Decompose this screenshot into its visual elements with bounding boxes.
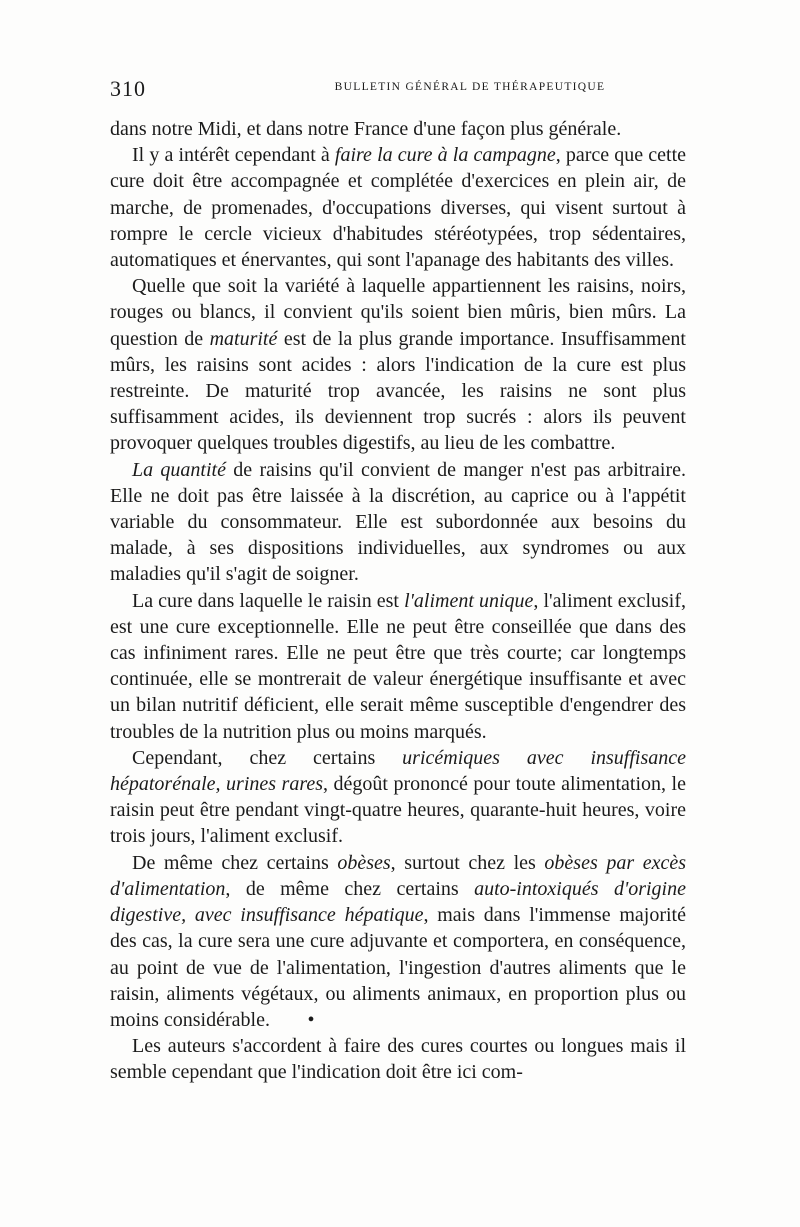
paragraph [110, 457, 686, 588]
emphasized-text: auto-intoxiqués d'origine digestive, avec insuffisance hépatique [110, 877, 686, 927]
paragraph [110, 588, 686, 745]
text-run: Les auteurs s'accordent à faire des cures courtes ou longues mais il semble cependant que l'indication doit être ici com- [110, 1035, 686, 1084]
emphasized-text: faire la cure à la campagne [334, 144, 556, 167]
text-run: Il y a intérêt cependant à [132, 144, 335, 167]
text-run: de raisins qu'il convient de manger n'est pas arbitraire. Elle ne doit pas être laissée à la discrétion, au caprice ou à l'appétit variable du consommateur. Elle est subordonnée aux besoins du malade, à ses dispositions individuelles, aux syndromes ou aux maladies qu'il s'agit de soigner. [110, 458, 686, 586]
paragraph [110, 116, 686, 142]
paragraph [110, 745, 686, 850]
text-run: La cure dans laquelle le raisin est [132, 589, 405, 612]
paragraph [110, 1033, 686, 1085]
text-run: , surtout chez les [390, 851, 545, 874]
text-run: , de même chez certains [225, 877, 475, 900]
body-text [110, 116, 686, 1086]
text-run: , l'aliment exclusif, est une cure exceptionnelle. Elle ne peut être conseillée que dans des cas infiniment rares. Elle ne peut être que très courte; car longtemps continuée, elle se montrerait de valeur énergétique insuffisante et avec un bilan nutritif déficient, elle serait même susceptible d'engendrer des troubles de la nutrition plus ou moins marqués. [110, 589, 687, 743]
emphasized-text: obèses par excès d'alimentation [110, 851, 686, 900]
emphasized-text: l'aliment unique [404, 589, 534, 612]
text-run: , dégoût prononcé pour toute alimentation, le raisin peut être pendant vingt-quatre heures, quarante-huit heures, voire trois jours, l'aliment exclusif. [110, 773, 686, 848]
emphasized-text: maturité [209, 327, 278, 350]
page-number: 310 [110, 76, 146, 101]
running-title: BULLETIN GÉNÉRAL DE THÉRAPEUTIQUE [334, 81, 606, 93]
text-run: Cependant, chez certains [132, 746, 403, 769]
text-run: est de la plus grande importance. Insuffisamment mûrs, les raisins sont acides : alors l'indication de la cure est plus restreinte. De maturité trop avancée, les raisins ne sont plus suffisamment acides, ils deviennent trop sucrés : alors ils peuvent provoquer quelques troubles digestifs, au lieu de les combattre. [110, 327, 686, 455]
text-run: , mais dans l'immense majorité des cas, la cure sera une cure adjuvante et comportera, en conséquence, au point de vue de l'alimentation, l'ingestion d'autres aliments que le raisin, aliments végétaux, ou aliments animaux, en proportion plus ou moins considérable. [110, 904, 686, 1031]
stray-mark: • [307, 1008, 315, 1031]
text-run: dans notre Midi, et dans notre France d'une façon plus générale. [110, 118, 622, 140]
emphasized-text: obèses [337, 851, 391, 874]
text-run: , parce que cette cure doit être accompagnée et complétée d'exercices en plein air, de marche, de promenades, d'occupations diverses, qui visent surtout à rompre le cercle vicieux d'habitudes stéréotypées, trop sédentaires, automatiques et énervantes, qui sont l'apanage des habitants des villes. [110, 144, 687, 272]
page-header [110, 76, 700, 100]
paragraph [110, 273, 686, 456]
text-run: De même chez certains [132, 851, 338, 874]
text-run: Quelle que soit la variété à laquelle appartiennent les raisins, noirs, rouges ou blancs, il convient qu'ils soient bien mûris, bien mûrs. La question de [110, 275, 686, 350]
emphasized-text: La quantité [132, 458, 226, 481]
emphasized-text: uricémiques avec insuffisance hépatorénale, urines rares [110, 746, 686, 796]
paragraph [110, 850, 686, 1033]
paragraph [110, 142, 686, 273]
